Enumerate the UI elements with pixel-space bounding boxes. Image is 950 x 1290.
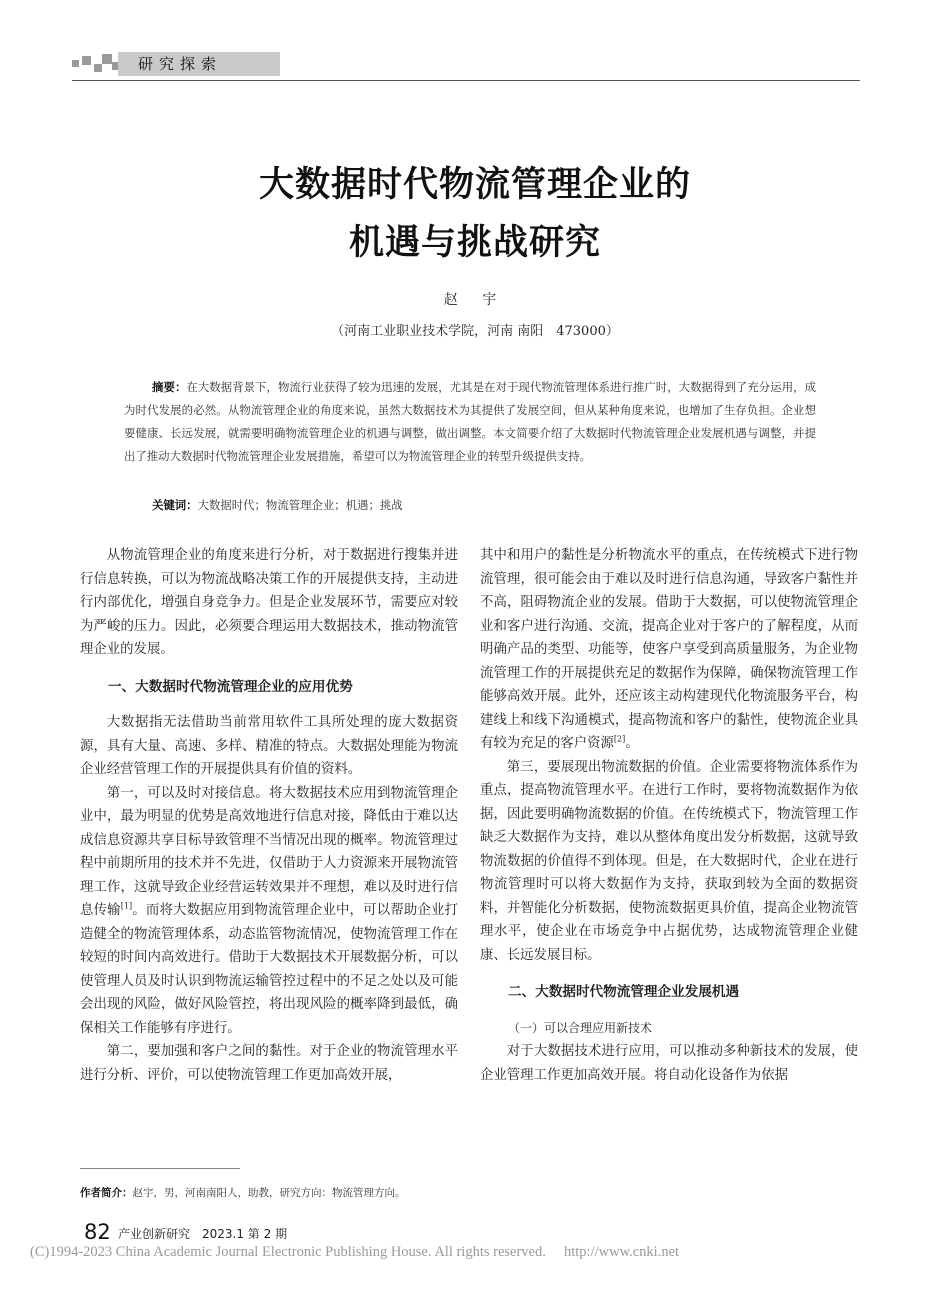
citation-2: [2] — [613, 734, 626, 744]
keywords — [152, 494, 812, 517]
body-column-left — [80, 544, 458, 1087]
citation-1: [1] — [120, 901, 133, 911]
paragraph: 从物流管理企业的角度来进行分析，对于数据进行搜集并进行信息转换，可以为物流战略决策工作的开展提供支持，主动进行内部优化，增强自身竞争力。但是企业发展环节，需要应对较为严峻的压力。因此，必须要合理运用大数据技术，推动物流管理企业的发展。 — [80, 548, 458, 657]
author-name: 赵 宇 — [443, 292, 507, 308]
article-title-line-2: 机遇与挑战研究 — [348, 223, 601, 263]
page-number: 82 — [84, 1220, 111, 1244]
footnote-text: 赵宇，男，河南南阳人，助教，研究方向：物流管理方向。 — [132, 1187, 406, 1199]
paragraph: 其中和用户的黏性是分析物流水平的重点，在传统模式下进行物流管理，很可能会由于难以及时进行信息沟通，导致客户黏性并不高，阻碍物流企业的发展。借助于大数据，可以使物流管理企业和客户进行沟通、交流，提高企业对于客户的了解程度，从而明确产品的类型、功能等，使客户享受到高质量服务，为企业物流管理工作的开展提供充足的数据作为保障，确保物流管理工作能够高效开展。此外，还应该主动构建现代化物流服务平台，构建线上和线下沟通模式，提高物流和客户的黏性，使物流企业具有较为充足的客户资源[2]。 — [480, 548, 858, 751]
body-column-right — [480, 544, 858, 1087]
header-rule — [72, 80, 860, 81]
paragraph: 第三，要展现出物流数据的价值。企业需要将物流体系作为重点，提高物流管理水平。在进行工作时，要将物流数据作为依据，因此要明确物流数据的价值。在传统模式下，物流管理工作缺乏大数据作为支持，难以从整体角度出发分析数据，这就导致物流数据的价值得不到体现。但是，在大数据时代，企业在进行物流管理时可以将大数据作为支持，获取到较为全面的数据资料，并智能化分析数据，使物流数据更具价值，提高企业物流管理水平，使企业在市场竞争中占据优势，达成物流管理企业健康、长远发展目标。 — [480, 759, 858, 963]
article-title-line-1: 大数据时代物流管理企业的 — [258, 165, 691, 205]
journal-info: 产业创新研究 2023.1 第 2 期 — [118, 1227, 288, 1241]
paragraph: 第一，可以及时对接信息。将大数据技术应用到物流管理企业中，最为明显的优势是高效地进行信息对接，降低由于难以达成信息资源共享目标导致管理不当情况出现的概率。物流管理过程中前期所用的技术并不先进，仅借助于人力资源来开展物流管理工作，这就导致企业经营运转效果并不理想，难以及时进行信息传输[1]。而将大数据应用到物流管理企业中，可以帮助企业打造健全的物流管理体系，动态监管物流情况，使物流管理工作在较短的时间内高效进行。借助于大数据技术开展数据分析，可以使管理人员及时认识到物流运输管控过程中的不足之处以及可能会出现的风险，做好风险管控，将出现风险的概率降到最低，确保相关工作能够有序进行。 — [80, 785, 459, 1036]
footnote — [80, 1184, 406, 1202]
copyright-watermark: (C)1994-2023 China Academic Journal Electronic Publishing House. All rights reserved. http://www.cnki.net — [30, 1244, 680, 1260]
author-affiliation: （河南工业职业技术学院，河南 南阳 473000） — [331, 324, 619, 339]
abstract-label: 摘要： — [152, 380, 187, 394]
subsection-heading: （一）可以合理应用新技术 — [508, 1020, 653, 1035]
keywords-text: 大数据时代；物流管理企业；机遇；挑战 — [197, 498, 403, 512]
paragraph: 对于大数据技术进行应用，可以推动多种新技术的发展，使企业管理工作更加高效开展。将自动化设备作为依据 — [480, 1044, 858, 1083]
footnote-rule — [80, 1168, 240, 1169]
header-section-label: 研究探索 — [138, 55, 223, 73]
paragraph: 大数据指无法借助当前常用软件工具所处理的庞大数据资源，具有大量、高速、多样、精准的特点。大数据处理能为物流企业经营管理工作的开展提供具有价值的资料。 — [80, 715, 458, 777]
section-heading-2: 二、大数据时代物流管理企业发展机遇 — [508, 984, 740, 1000]
paragraph: 第二，要加强和客户之间的黏性。对于企业的物流管理水平进行分析、评价，可以使物流管理工作更加高效开展， — [80, 1044, 458, 1083]
keywords-label: 关键词： — [152, 498, 198, 512]
abstract — [124, 376, 816, 468]
section-heading-1: 一、大数据时代物流管理企业的应用优势 — [108, 678, 353, 695]
abstract-text: 在大数据背景下，物流行业获得了较为迅速的发展，尤其是在对于现代物流管理体系进行推广时，大数据得到了充分运用，成为时代发展的必然。从物流管理企业的角度来说，虽然大数据技术为其提供了发展空间，但从某种角度来说，也增加了生存负担。企业想要健康、长远发展，就需要明确物流管理企业的机遇与调整，做出调整。本文简要介绍了大数据时代物流管理企业发展机遇与调整，并提出了推动大数据时代物流管理企业发展措施，希望可以为物流管理企业的转型升级提供支持。 — [124, 380, 816, 463]
footnote-label: 作者简介： — [80, 1187, 133, 1199]
